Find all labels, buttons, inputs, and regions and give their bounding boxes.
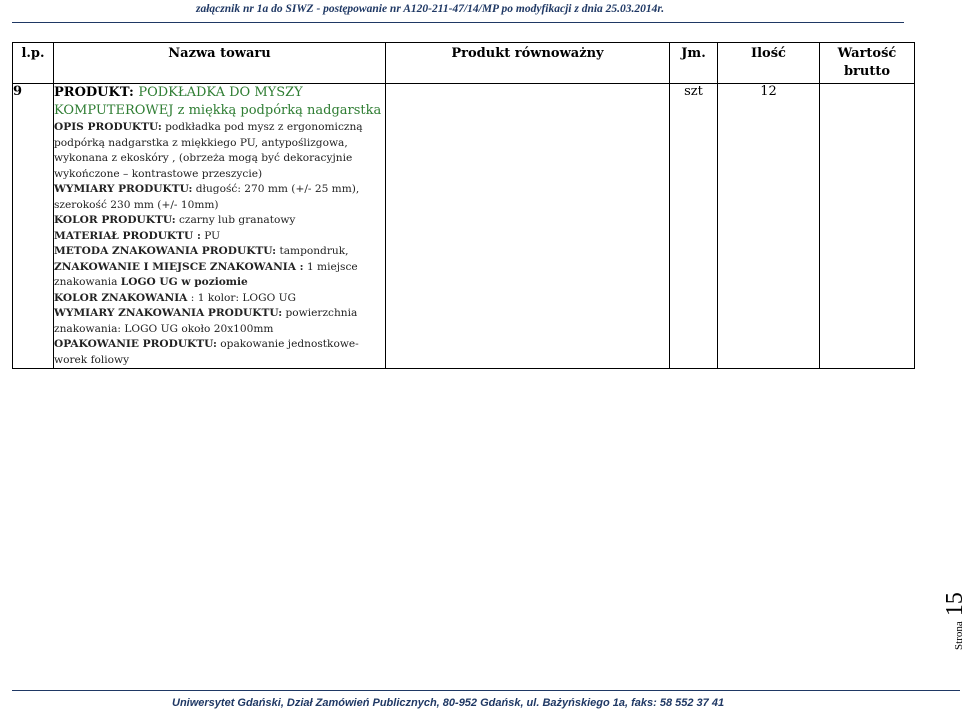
spec-text: podkładka pod mysz z ergonomiczną podpórką nadgarstka z miękkiego PU, antypoślizgowa, wykonana z ekoskóry , (obrzeża mogą być dekoracyjnie wykończone – kontrastowe przeszycie) bbox=[54, 121, 363, 180]
spec-line bbox=[54, 260, 385, 291]
spec-text: 1 miejsce znakowania bbox=[54, 260, 358, 288]
spec-line bbox=[54, 182, 385, 213]
spec-text: tampondruk, bbox=[276, 245, 349, 257]
column-header-unit: Jm. bbox=[670, 43, 718, 84]
row-name-cell bbox=[54, 84, 386, 369]
spec-label: KOLOR PRODUKTU: bbox=[54, 214, 176, 226]
spec-text: powierzchnia znakowania: LOGO UG około 20x100mm bbox=[54, 307, 358, 335]
spec-line bbox=[54, 337, 385, 368]
spec-label: KOLOR ZNAKOWANIA bbox=[54, 291, 188, 304]
product-title-main: PODKŁADKA DO MYSZY KOMPUTEROWEJ z miękką podpórką nadgarstka bbox=[54, 85, 382, 118]
column-header-value-line1: Wartość bbox=[837, 46, 897, 61]
table-header-row bbox=[13, 43, 915, 84]
page-number: 15 bbox=[942, 592, 968, 617]
column-header-value-line2: brutto bbox=[843, 64, 891, 79]
row-qty: 12 bbox=[718, 84, 820, 369]
spec-label: MATERIAŁ PRODUKTU : bbox=[54, 229, 201, 242]
spec-line bbox=[54, 229, 385, 245]
spec-label: ZNAKOWANIE I MIEJSCE ZNAKOWANIA : bbox=[54, 260, 304, 273]
row-equivalent-cell[interactable] bbox=[386, 84, 670, 369]
row-unit: szt bbox=[670, 84, 718, 369]
page-label: Strona bbox=[953, 621, 965, 650]
spec-line bbox=[54, 306, 385, 337]
product-title bbox=[54, 84, 385, 120]
spec-text: : 1 kolor: LOGO UG bbox=[187, 291, 297, 304]
spec-line bbox=[54, 291, 385, 307]
column-header-lp: l.p. bbox=[13, 43, 54, 84]
column-header-value bbox=[820, 43, 915, 84]
spec-label: METODA ZNAKOWANIA PRODUKTU: bbox=[54, 245, 277, 257]
column-header-qty: Ilość bbox=[718, 43, 820, 84]
product-title-prefix: PRODUKT: bbox=[54, 85, 139, 100]
row-value-cell[interactable] bbox=[820, 84, 915, 369]
document-header: załącznik nr 1a do SIWZ - postępowanie nr A120-211-47/14/MP po modyfikacji z dnia 25.03.2014r. bbox=[196, 3, 665, 15]
spec-text: czarny lub granatowy bbox=[175, 214, 296, 226]
document-footer: Uniwersytet Gdański, Dział Zamówień Publicznych, 80-952 Gdańsk, ul. Bażyńskiego 1a, faks: 58 552 37 41 bbox=[172, 697, 725, 709]
spec-line bbox=[54, 244, 385, 260]
page-number-block bbox=[932, 570, 968, 650]
spec-label: OPAKOWANIE PRODUKTU: bbox=[54, 338, 217, 350]
items-table bbox=[12, 42, 915, 369]
column-header-equivalent: Produkt równoważny bbox=[386, 43, 670, 84]
spec-text: PU bbox=[200, 229, 221, 242]
spec-label: OPIS PRODUKTU: bbox=[54, 121, 162, 133]
spec-line bbox=[54, 120, 385, 182]
spec-strong: LOGO UG w poziomie bbox=[120, 276, 248, 288]
spec-label: WYMIARY ZNAKOWANIA PRODUKTU: bbox=[54, 307, 283, 319]
footer-rule bbox=[12, 690, 960, 691]
spec-line bbox=[54, 213, 385, 229]
table-row bbox=[13, 84, 915, 369]
row-lp: 9 bbox=[13, 84, 54, 369]
column-header-name: Nazwa towaru bbox=[54, 43, 386, 84]
product-spec bbox=[54, 120, 385, 368]
spec-label: WYMIARY PRODUKTU: bbox=[54, 183, 193, 195]
spec-text: długość: 270 mm (+/- 25 mm), szerokość 230 mm (+/- 10mm) bbox=[54, 183, 360, 211]
header-rule bbox=[12, 22, 904, 23]
spec-text: opakowanie jednostkowe- worek foliowy bbox=[54, 338, 359, 366]
